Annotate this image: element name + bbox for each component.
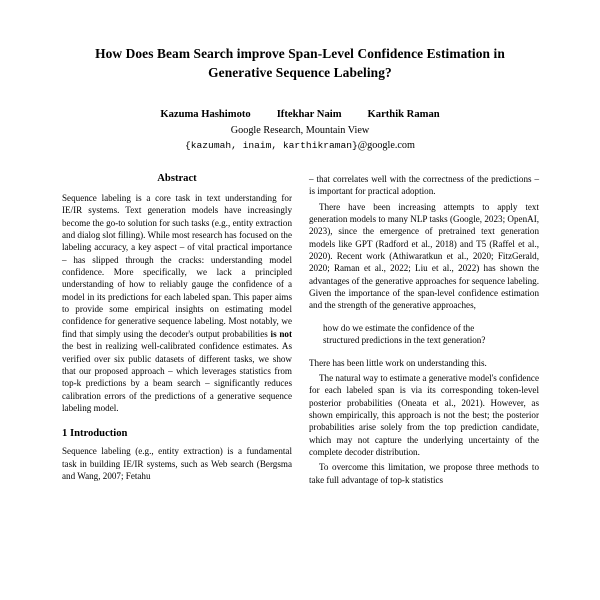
right-paragraph-5: To overcome this limitation, we propose three methods to take full advantage of top-k statistics — [309, 462, 539, 485]
author-1: Kazuma Hashimoto — [160, 108, 251, 120]
abstract-heading: Abstract — [157, 172, 197, 184]
author-list — [62, 109, 538, 120]
title-line-1: How Does Beam Search improve Span-Level Confidence Estimation in — [95, 46, 505, 61]
research-question-line-2: structured predictions in the text generation? — [323, 335, 486, 346]
research-question-line-1: how do we estimate the confidence of the — [323, 322, 475, 333]
left-column — [62, 173, 292, 486]
page-title — [62, 44, 538, 83]
affiliation: Google Research, Mountain View — [230, 124, 370, 136]
author-2: Iftekhar Naim — [276, 108, 342, 120]
right-paragraph-1: – that correlates well with the correctness of the predictions – is important for practical adoption. — [309, 173, 539, 197]
abstract-emphasis: is not — [270, 328, 292, 339]
author-3: Karthik Raman — [367, 108, 440, 120]
right-paragraph-3: There has been little work on understanding this. — [309, 357, 487, 368]
introduction-paragraph: Sequence labeling (e.g., entity extraction) is a fundamental task in building IE/IR systems, such as Web search (Bergsma and Wang, 2007; Fetahu — [62, 446, 292, 482]
right-paragraph-2: There have been increasing attempts to apply text generation models to many NLP tasks (Google, 2023; OpenAI, 2023), since the emergence of pretrained text generation models like GPT (Radford et al., 2018) and T5 (Raffel et al., 2020). Recent work (Athiwaratkun et al., 2020; FitzGerald, 2020; Raman et al., 2022; Liu et al., 2022) has shown the advantages of the generative approaches for sequence labeling. Given the importance of the span-level confidence estimation and the strength of the generative approaches, — [309, 201, 539, 311]
title-line-2: Generative Sequence Labeling? — [208, 65, 392, 81]
abstract-text-part-2: the best in realizing well-calibrated confidence estimates. As verified over six public datasets of different tasks, we show that our proposed approach – which leverages statistics from top-k predictions by a beam search – significantly reduces calibration errors of the predictions of a generative sequence labeling model. — [62, 341, 292, 413]
emails-domain: @google.com — [357, 139, 415, 151]
emails-local-part: {kazumah, inaim, karthikraman} — [185, 139, 358, 151]
introduction-heading: 1 Introduction — [62, 428, 128, 440]
abstract-text-part-1: Sequence labeling is a core task in text understanding for IE/IR systems. Text generation models have increasingly become the go-to solution for such tasks (e.g., entity extraction and dialog slot filling). While most research has focused on the labeling accuracy, a key aspect – of vital practical importance – has slipped through the cracks: understanding model confidence. More specifically, we lack a principled understanding of how to reliably gauge the confidence of a model in its predictions for each labeled span. This paper aims to provide some empirical insights on estimating model confidence for generative sequence labeling. Most notably, we find that simply using the decoder's output probabilities — [62, 192, 292, 339]
abstract-paragraph — [62, 192, 292, 414]
author-emails — [62, 140, 538, 151]
right-paragraph-4: The natural way to estimate a generative model's confidence for each labeled span is via its corresponding token-level posterior probabilities (Oneata et al., 2021). However, as shown empirically, this approach is not the best; the posterior probabilities arise solely from the top prediction candidate, which may not capture the underlying uncertainty of the complete decoder distribution. — [309, 372, 539, 458]
right-column — [309, 173, 539, 486]
research-question-block — [323, 322, 539, 347]
body-columns — [62, 173, 538, 486]
